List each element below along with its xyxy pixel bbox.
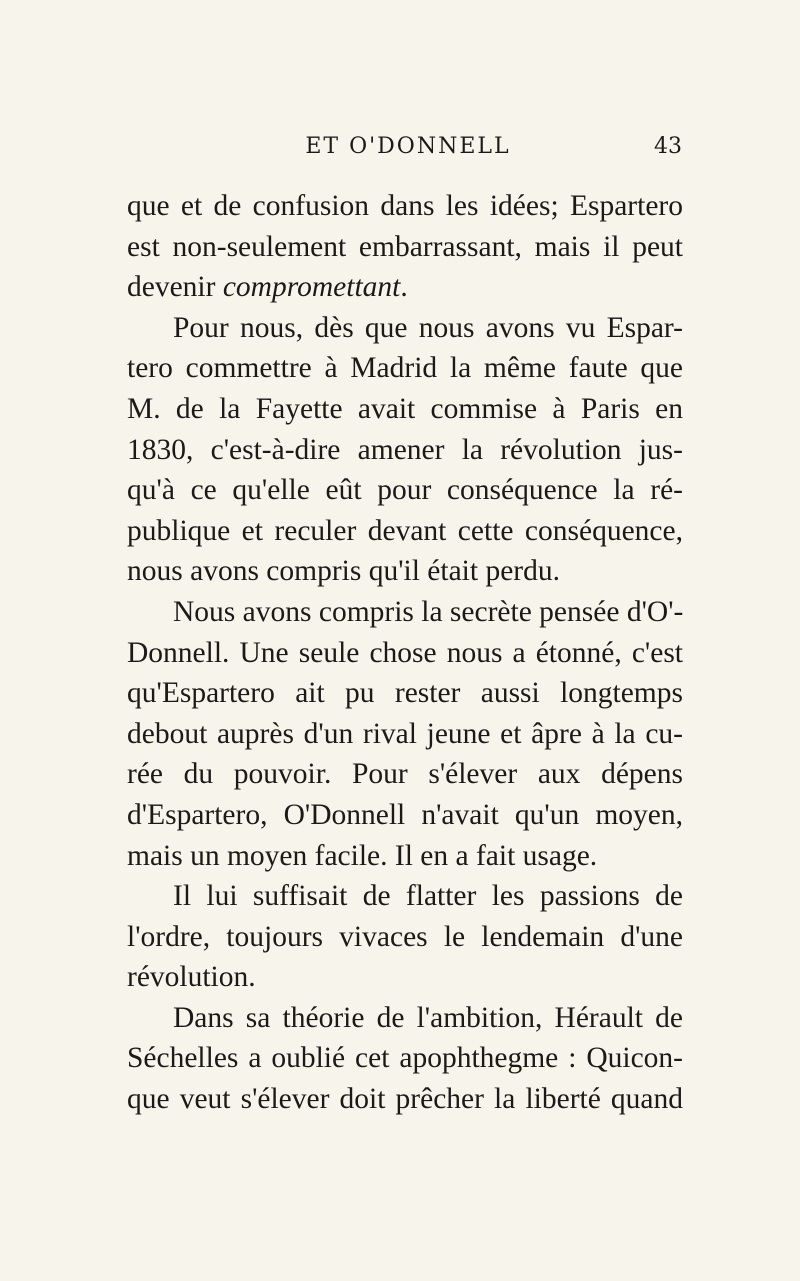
text-line: Séchelles a oublié cet apophthegme : Quicon- [127, 1042, 683, 1075]
text-line: tero commettre à Madrid la même faute que [127, 352, 683, 385]
body-text [127, 186, 683, 1120]
text-line: publique et reculer devant cette conséquence, [127, 514, 683, 547]
text-line: Pour nous, dès que nous avons vu Espar- [173, 311, 683, 344]
paragraph [127, 876, 683, 998]
text-line: est non-seulement embarrassant, mais il peut [127, 230, 683, 263]
text-line [127, 267, 683, 308]
text-line: Dans sa théorie de l'ambition, Hérault de [173, 1001, 683, 1034]
paragraph [127, 998, 683, 1120]
paragraph [127, 308, 683, 592]
text-line: M. de la Fayette avait commise à Paris en [127, 392, 683, 425]
running-title: ET O'DONNELL [305, 134, 511, 159]
text-run: . [400, 271, 408, 304]
text-run: devenir [127, 271, 223, 304]
text-line: 1830, c'est-à-dire amener la révolution jus- [127, 433, 683, 466]
text-line: qu'à ce qu'elle eût pour conséquence la ré- [127, 474, 683, 507]
text-line: Donnell. Une seule chose nous a étonné, c'est [127, 636, 683, 669]
running-head [126, 134, 690, 170]
text-line: révolution. [127, 961, 256, 994]
page-number: 43 [654, 134, 682, 159]
text-line: que veut s'élever doit prêcher la liberté quand [127, 1083, 683, 1116]
text-line: l'ordre, toujours vivaces le lendemain d'une [127, 920, 683, 953]
emphasized-word: compromettant [222, 271, 401, 304]
paragraph [127, 592, 683, 876]
text-line: Nous avons compris la secrète pensée d'O'- [173, 595, 684, 628]
text-line: d'Espartero, O'Donnell n'avait qu'un moyen, [127, 798, 683, 831]
paragraph [127, 186, 683, 308]
text-line: que et de confusion dans les idées; Espartero [127, 190, 683, 222]
text-line: debout auprès d'un rival jeune et âpre à la cu- [127, 717, 683, 750]
text-line: Il lui suffisait de flatter les passions de [173, 880, 683, 913]
text-line: nous avons compris qu'il était perdu. [127, 555, 560, 588]
text-line: qu'Espartero ait pu rester aussi longtemps [127, 677, 683, 710]
text-line: rée du pouvoir. Pour s'élever aux dépens [127, 758, 683, 791]
text-line: mais un moyen facile. Il en a fait usage. [127, 839, 598, 872]
